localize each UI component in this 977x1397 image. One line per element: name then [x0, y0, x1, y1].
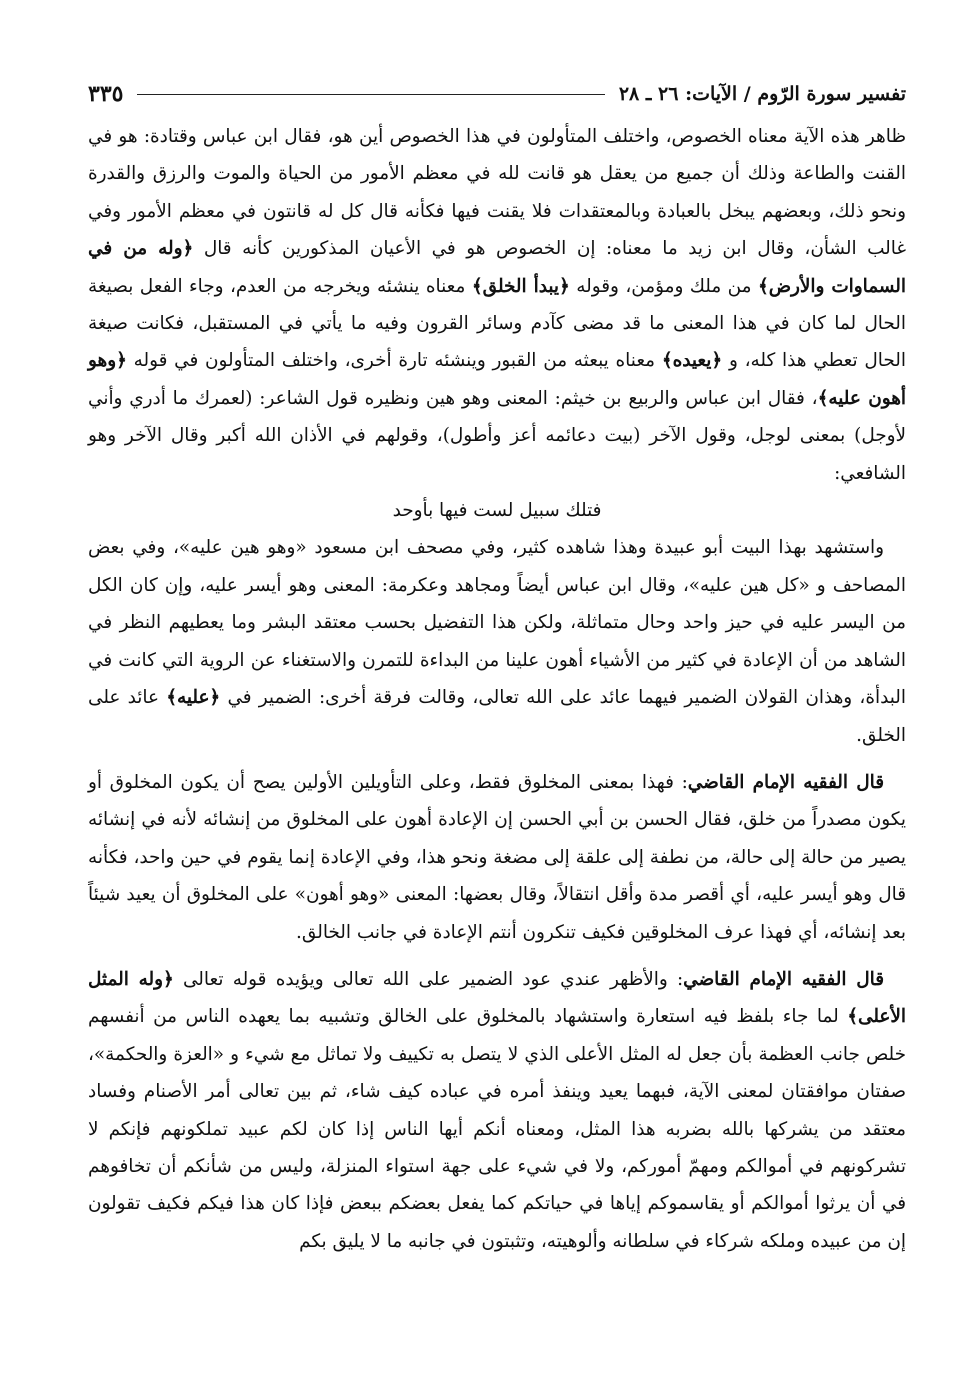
running-header	[88, 70, 906, 118]
paragraph	[88, 529, 906, 753]
poetry-verse	[88, 492, 906, 529]
commentary-body	[88, 118, 906, 1260]
book-page	[88, 70, 906, 1260]
paragraph	[88, 118, 906, 492]
text-segment: : والأظهر عندي عود الضمير على الله تعالى ويؤيده قوله تعالى	[173, 968, 684, 990]
text-segment: من ملك ومؤمن، وقوله	[569, 275, 758, 297]
quran-quote: ﴿يبدأ الخلق﴾	[471, 275, 570, 297]
speaker-label: قال الفقيه الإمام القاضي	[683, 968, 884, 990]
quran-quote: ﴿وله المثل الأعلى﴾	[88, 968, 906, 1028]
text-segment: معناه ينشئه ويخرجه من العدم، وجاء الفعل بصيغة الحال لما كان في هذا المعنى ما قد مضى كآدم وسائر القرون وفيه ما يأتي في المستقبل، فكانت صيغة الحال تعطي هذا كله، و	[88, 275, 906, 372]
speaker-label: قال الفقيه الإمام القاضي	[687, 771, 884, 793]
paragraph	[88, 764, 906, 951]
text-segment: فتلك سبيل لست فيها بأوحد	[392, 500, 602, 522]
page-number: ٣٣٥	[88, 81, 124, 107]
text-segment: : فهذا بمعنى المخلوق فقط، وعلى التأويلين الأولين يصح أن يكون المخلوق أو يكون مصدراً من خلق، فقال الحسن بن أبي الحسن إن الإعادة أهون على المخلوق من إنشائه لأنه في إنشائه يصير من حالة إلى حالة، من نطفة إلى علقة إلى مضغة ونحو هذا، وفي الإعادة إنما يقوم في حين واحد، فكأنه قال وهو أيسر عليه، أي أقصر مدة وأقل انتقالاً، وقال بعضها: المعنى «وهو أهون» على المخلوق أن يعيد شيئاً بعد إنشائه، أي فهذا عرف المخلوقين فكيف تنكرون أنتم الإعادة في جانب الخالق.	[88, 771, 906, 943]
text-segment: عائد على الخلق.	[88, 687, 906, 746]
quran-quote: ﴿وهو أهون عليه﴾	[88, 350, 907, 409]
text-segment: ظاهر هذه الآية معناه الخصوص، واختلف المتأولون في هذا الخصوص أين هو، فقال ابن عباس وقتادة: هو في القنت والطاعة وذلك أن جميع من يعقل هو قانت لله في معظم الأمور من الحياة والموت والرزق والقدرة ونحو ذلك، وبعضهم يبخل بالعبادة وبالمعتقدات فلا يقنت فيها فكأنه قال كل له قانتون في معظم الأمور وفي غالب الشأن، وقال ابن زيد ما معناه: إن الخصوص هو في الأعيان المذكورين كأنه قال	[88, 126, 906, 260]
text-segment: معناه يبعثه من القبور وينشئه تارة أخرى، واختلف المتأولون في قوله	[126, 350, 662, 372]
paragraph	[88, 961, 906, 1260]
text-segment: ، فقال ابن عباس والربيع بن خيثم: المعنى وهو هين ونظيره قول الشاعر: (لعمرك ما أدري وأني لأوجل) بمعنى لوجل، وقول الآخر (بيت دعائمه أعز وأطول)، وقولهم في الأذان الله أكبر وقال الآخر وهو الشافعي:	[88, 387, 906, 484]
running-header-title: تفسير سورة الرّوم / الآيات: ٢٦ ـ ٢٨	[618, 83, 906, 105]
quran-quote: ﴿عليه﴾	[166, 687, 221, 709]
text-segment: لما جاء بلفظ فيه استعارة واستشهاد بالمخلوق على الخالق وتشبيه بما يعهده الناس من أنفسهم خلص جانب العظمة بأن جعل له المثل الأعلى الذي لا يتصل به تكييف ولا تماثل مع شيء و «العزة والحكمة»، صفتان موافقتان لمعنى الآية، فبهما يعيد وينفذ أمره في عباده كيف شاء، ثم بين تعالى أمر الأصنام وفساد معتقد من يشركها بالله بضربه هذا المثل، ومعناه أنكم أيها الناس إذا كان لكم عبيد تملكونهم فإنكم لا تشركونهم في أموالكم ومهمّ أموركم، ولا في شيء على جهة استواء المنزلة، وليس من شأنكم أن تخافوهم في أن يرثوا أموالكم أو يقاسموكم إياها في حياتكم كما يفعل بعضكم ببعض فإذا كان هذا فيكم فكيف تقولون إن من عبيده وملكه شركاء في سلطانه وألوهيته، وتثبتون في جانبه ما لا يليق بكم	[88, 1006, 906, 1252]
quran-quote: ﴿وله من في السماوات والأرض﴾	[88, 238, 906, 297]
header-rule	[137, 94, 604, 95]
quran-quote: ﴿يعيده﴾	[661, 350, 723, 372]
text-segment: واستشهد بهذا البيت أبو عبيدة وهذا شاهده كثير، وفي مصحف ابن مسعود «وهو هين عليه»، وفي بعض المصاحف و «كل هين عليه»، وقال ابن عباس أيضاً ومجاهد وعكرمة: المعنى وهو أيسر عليه، وإن كان الكل من اليسر عليه في حيز واحد وحال متماثلة، ولكن هذا التفضيل بحسب معتقد البشر وما يعطيهم النظر في الشاهد من أن الإعادة في كثير من الأشياء أهون علينا من البداءة للتمرن والاستغناء عن الروية التي كانت في البدأة، وهذان القولان الضمير فيهما عائد على الله تعالى، وقالت فرقة أخرى: الضمير في	[88, 537, 907, 709]
